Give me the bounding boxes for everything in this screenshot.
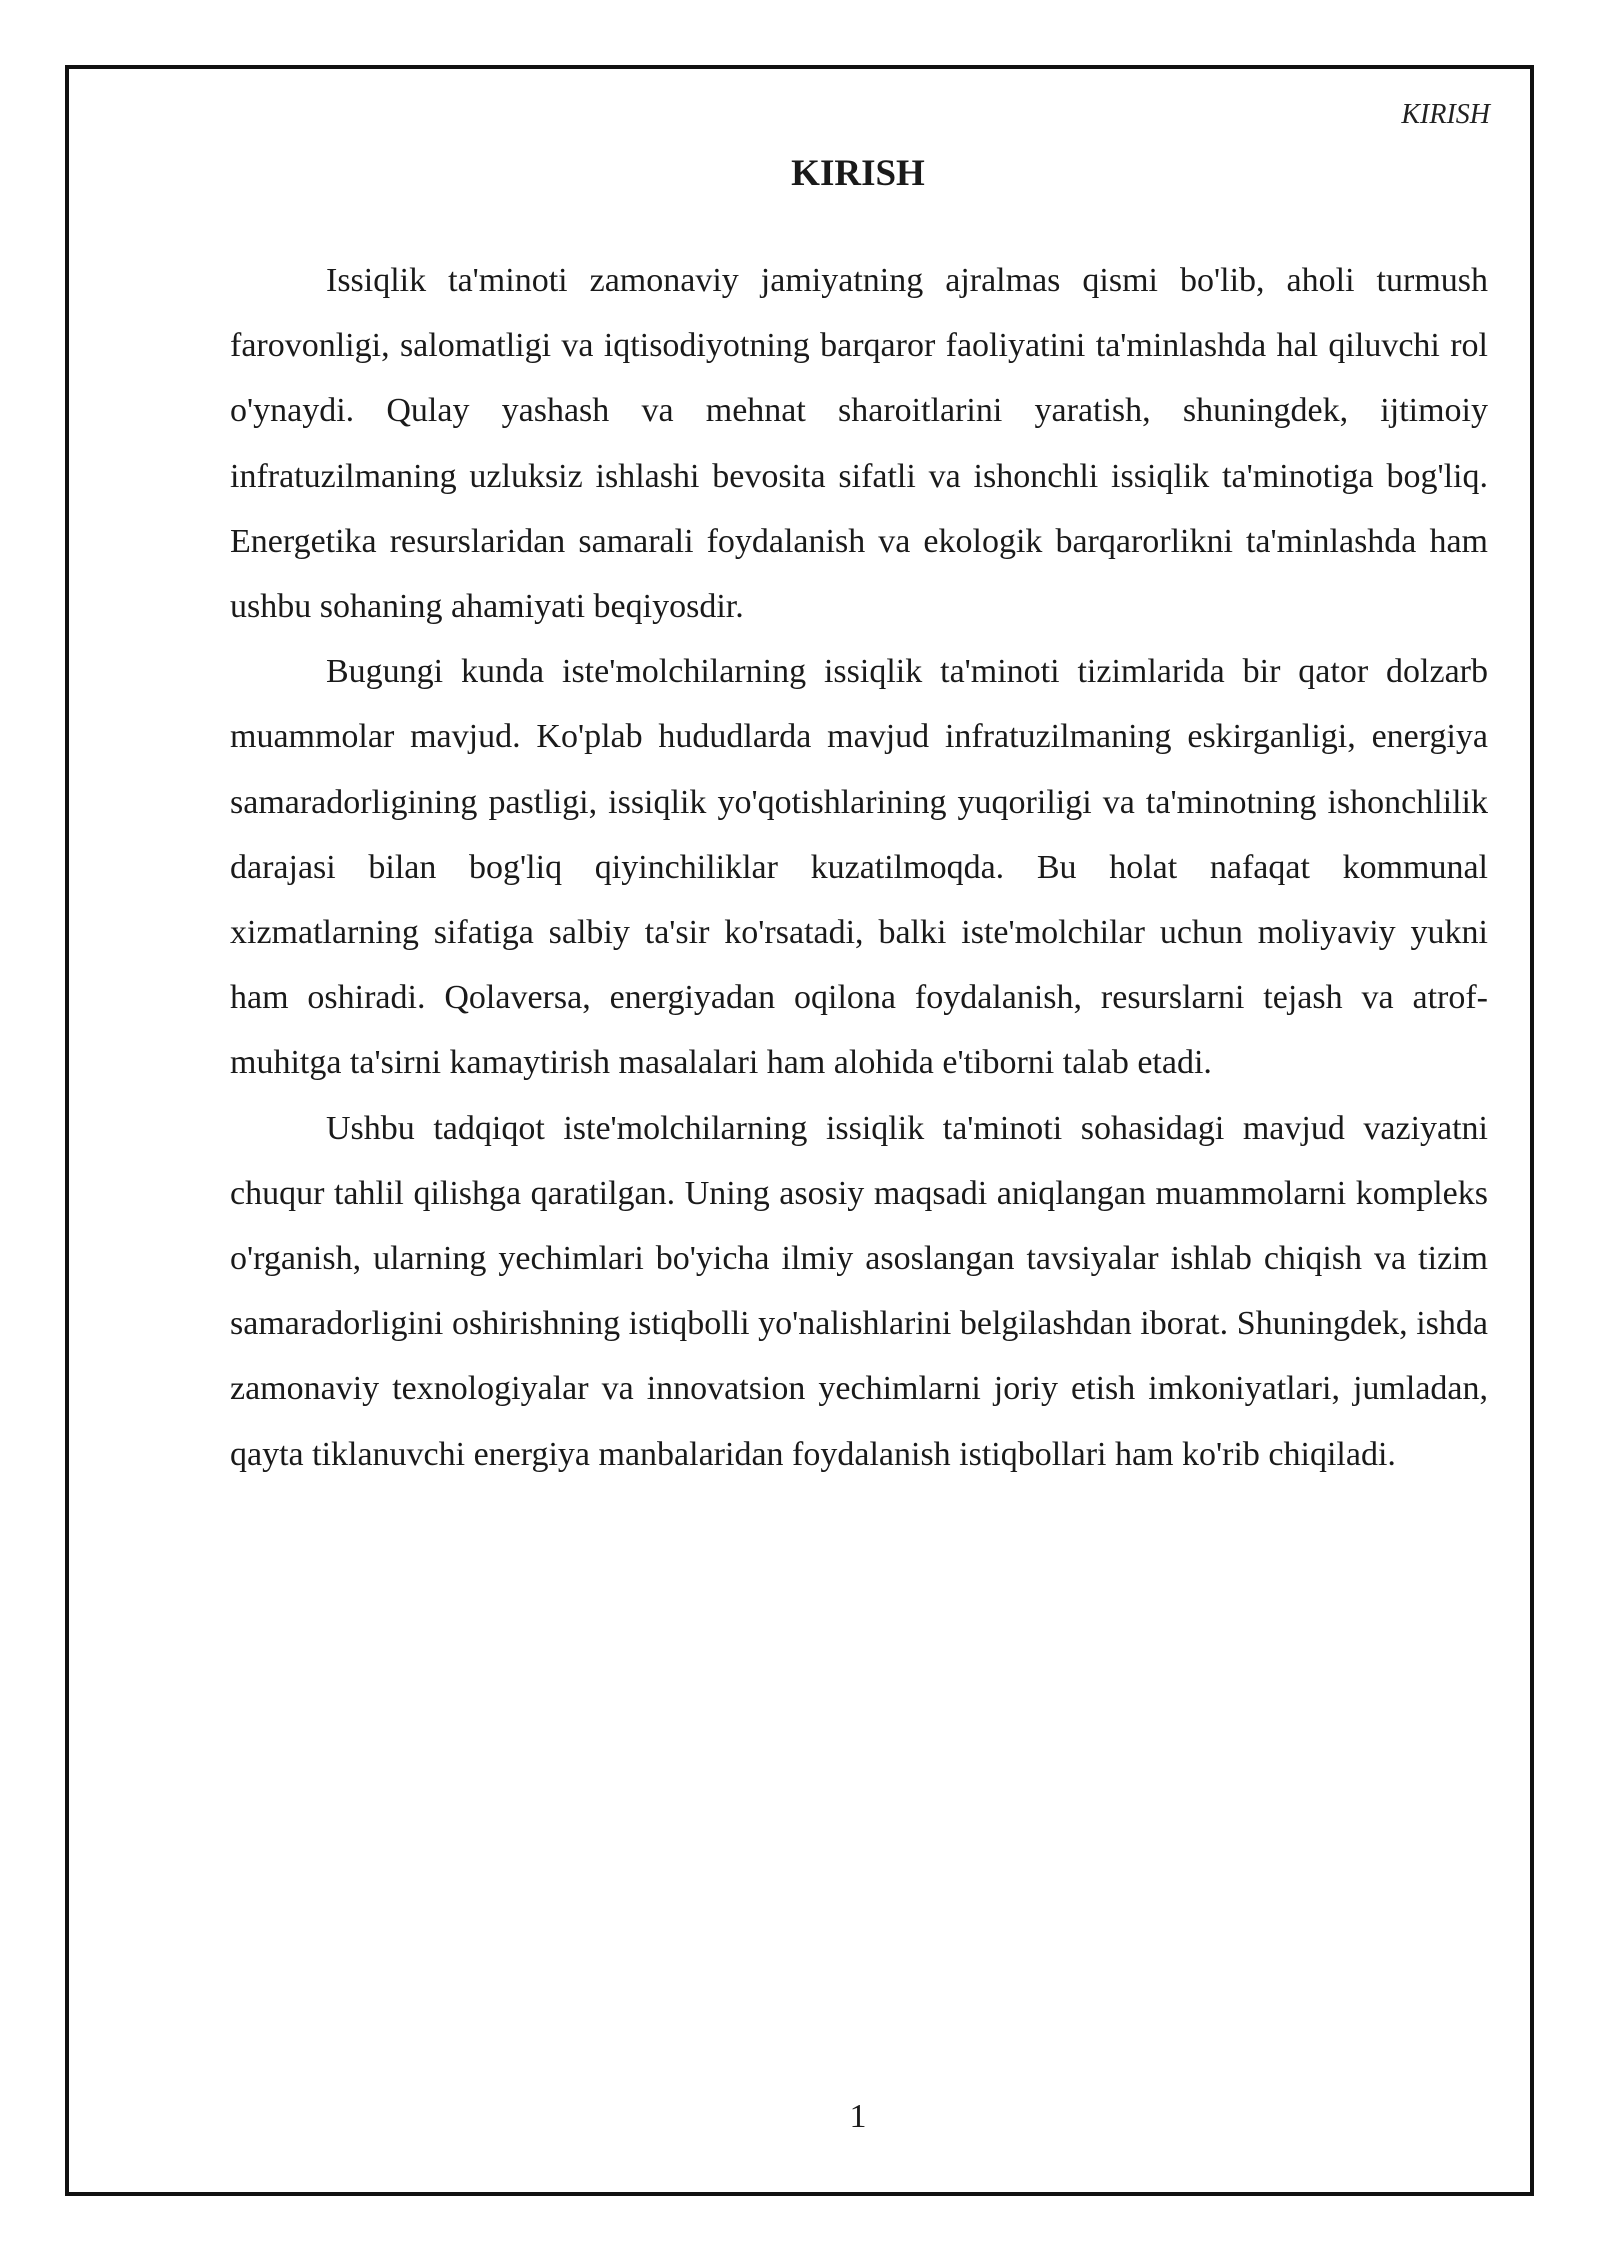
document-title: KIRISH — [791, 153, 925, 194]
paragraph-3: Ushbu tadqiqot iste'molchilarning issiqlik ta'minoti sohasidagi mavjud vaziyatni chuqur tahlil qilishga qaratilgan. Uning asosiy maqsadi aniqlangan muammolarni kompleks o'rganish, ularning yechimlari bo'yicha ilmiy asoslangan tavsiyalar ishlab chiqish va tizim samaradorligini oshirishning istiqbolli yo'nalishlarini belgilashdan iborat. Shuningdek, ishda zamonaviy texnologiyalar va innovatsion yechimlarni joriy etish imkoniyatlari, jumladan, qayta tiklanuvchi energiya manbalaridan foydalanish istiqbollari ham ko'rib chiqiladi. — [230, 1109, 1488, 1473]
page-number: 1 — [849, 2098, 867, 2135]
document-body — [230, 248, 1488, 1487]
paragraph-1: Issiqlik ta'minoti zamonaviy jamiyatning ajralmas qismi bo'lib, aholi turmush farovonligi, salomatligi va iqtisodiyotning barqaror faoliyatini ta'minlashda hal qiluvchi rol o'ynaydi. Qulay yashash va mehnat sharoitlarini yaratish, shuningdek, ijtimoiy infratuzilmaning uzluksiz ishlashi bevosita sifatli va ishonchli issiqlik ta'minotiga bog'liq. Energetika resurslaridan samarali foydalanish va ekologik barqarorlikni ta'minlashda ham ushbu sohaning ahamiyati beqiyosdir. — [230, 262, 1488, 626]
paragraph-2: Bugungi kunda iste'molchilarning issiqlik ta'minoti tizimlarida bir qator dolzarb muammolar mavjud. Ko'plab hududlarda mavjud infratuzilmaning eskirganligi, energiya samaradorligining pastligi, issiqlik yo'qotishlarining yuqoriligi va ta'minotning ishonchlilik darajasi bilan bog'liq qiyinchiliklar kuzatilmoqda. Bu holat nafaqat kommunal xizmatlarning sifatiga salbiy ta'sir ko'rsatadi, balki iste'molchilar uchun moliyaviy yukni ham oshiradi. Qolaversa, energiyadan oqilona foydalanish, resurslarni tejash va atrof-muhitga ta'sirni kamaytirish masalalari ham alohida e'tiborni talab etadi. — [230, 653, 1488, 1082]
running-header: KIRISH — [1401, 99, 1490, 130]
